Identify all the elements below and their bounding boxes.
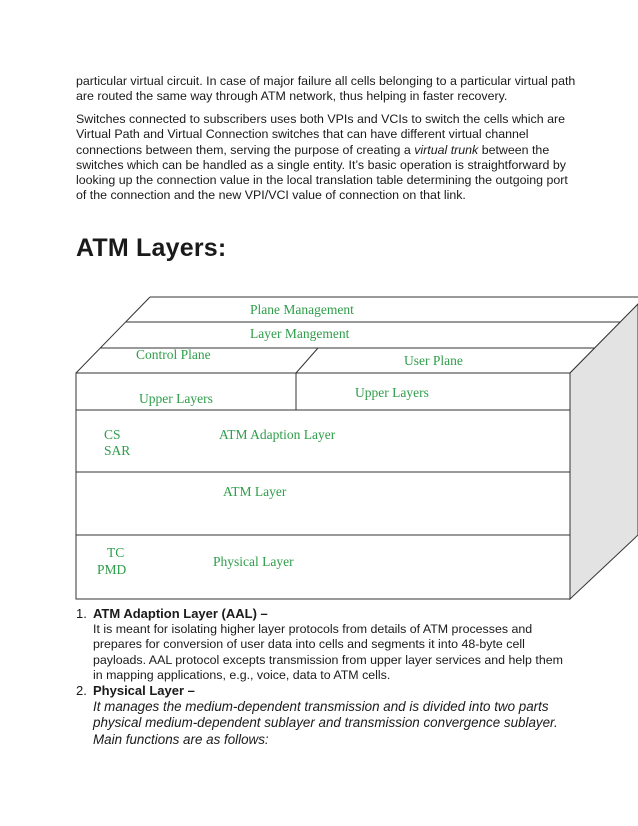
- label-user-plane: User Plane: [404, 353, 463, 368]
- layers-list: [76, 606, 566, 748]
- list-item-text: It is meant for isolating higher layer protocols from details of ATM processes and prepares for conversion of user data into cells and segments it into 48-byte cell payloads. AAL protocol excepts transmission from upper layer services and help them in mapping applications, e.g., voice, data to ATM cells.: [93, 622, 563, 682]
- list-number: 1.: [76, 606, 87, 621]
- list-number: 2.: [76, 683, 87, 699]
- label-upper-layers-left: Upper Layers: [139, 391, 213, 406]
- label-tc: TC: [107, 545, 125, 560]
- label-plane-management: Plane Management: [250, 302, 354, 317]
- list-item-aal: [76, 606, 566, 683]
- top-plane-divider: [296, 348, 318, 373]
- diagram-front-box: [76, 373, 570, 599]
- label-atm-adaption-layer: ATM Adaption Layer: [219, 427, 336, 442]
- label-sar: SAR: [104, 443, 131, 458]
- label-physical-layer: Physical Layer: [213, 554, 294, 569]
- label-control-plane: Control Plane: [136, 347, 211, 362]
- list-item-title: ATM Adaption Layer (AAL) –: [93, 606, 268, 621]
- list-item-physical: [76, 683, 566, 748]
- label-cs: CS: [104, 427, 121, 442]
- atm-layers-diagram: [0, 290, 638, 602]
- virtual-trunk-term: virtual trunk: [414, 142, 479, 157]
- intro-paragraph: particular virtual circuit. In case of major failure all cells belonging to a particular virtual path are routed the same way through ATM network, thus helping in faster recovery.: [76, 74, 576, 104]
- label-layer-management: Layer Mangement: [250, 326, 350, 341]
- switches-paragraph: [76, 112, 576, 204]
- section-heading: ATM Layers:: [76, 234, 227, 262]
- switches-text-b: between the switches which can be handled as a single entity. It’s basic operation is straightforward by looking up the connection value in the local translation table determining the outgoing port of the connection and the new VPI/VCI value of connection on that link.: [76, 142, 568, 203]
- label-pmd: PMD: [97, 562, 127, 577]
- list-item-text: It manages the medium-dependent transmission and is divided into two parts physical medium-dependent sublayer and transmission convergence sublayer. Main functions are as follows:: [93, 699, 558, 747]
- list-item-title: Physical Layer –: [93, 683, 195, 699]
- switches-text-a: Switches connected to subscribers uses both VPIs and VCIs to switch the cells which are Virtual Path and Virtual Connection switches that can have different virtual channel connections between them, serving the purpose of creating a: [76, 112, 565, 157]
- label-atm-layer: ATM Layer: [223, 484, 287, 499]
- label-upper-layers-right: Upper Layers: [355, 385, 429, 400]
